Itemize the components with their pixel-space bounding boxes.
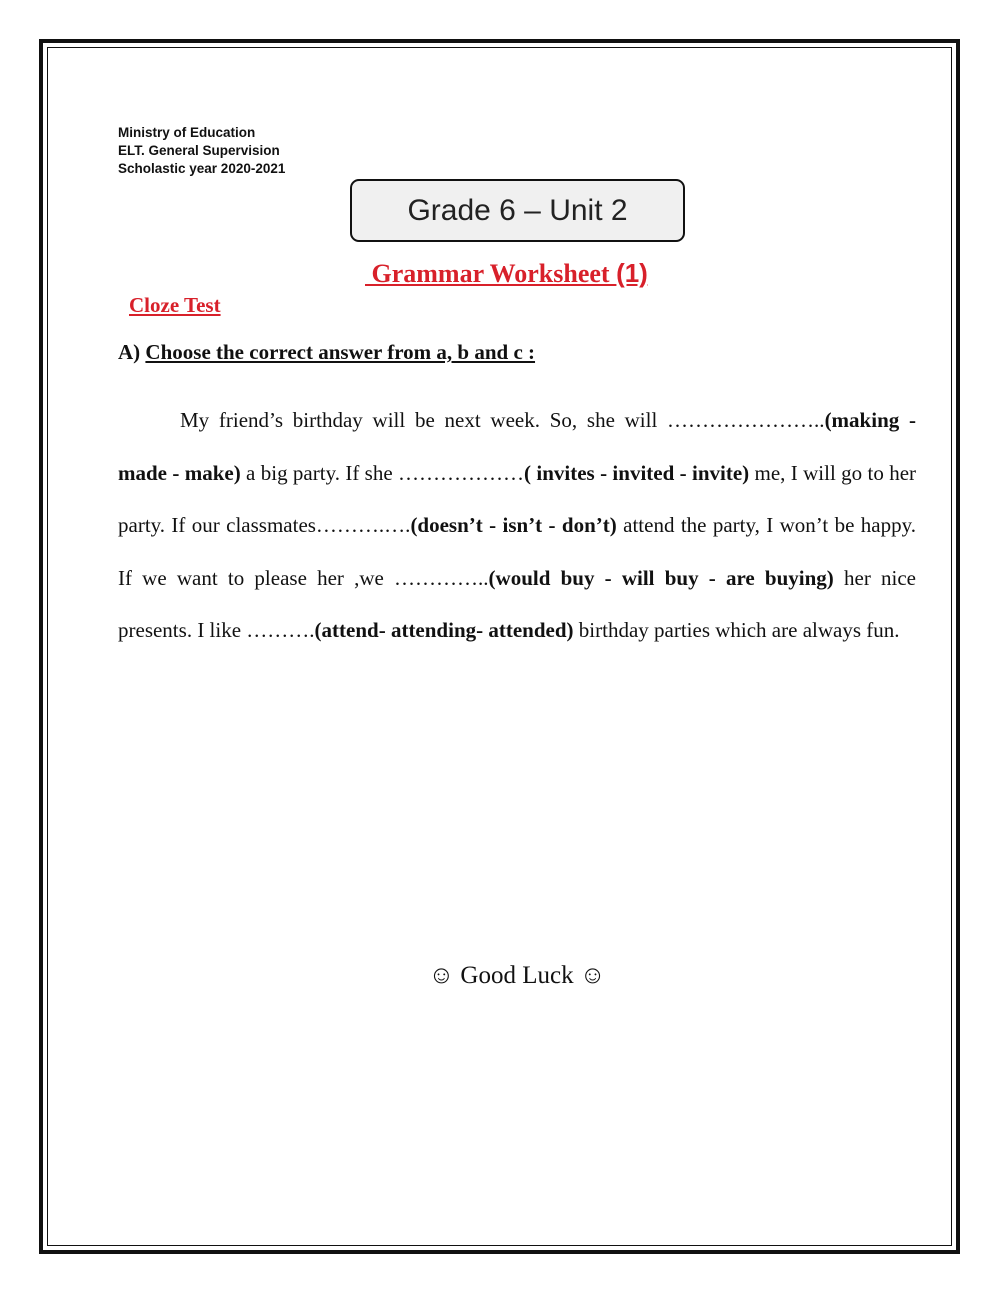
answer-options: (would buy - will buy - are buying) <box>488 565 834 590</box>
instruction-text: Choose the correct answer from a, b and c : <box>145 340 536 364</box>
answer-options: ( invites - invited - invite) <box>524 460 750 485</box>
answer-options: (doesn’t - isn’t - don’t) <box>410 513 617 537</box>
grade-unit-box <box>350 179 685 242</box>
passage-text: My friend’s birthday will be next week. So, she will ………………….. <box>180 408 825 432</box>
passage-text: me, I will go to her party. If our classmates……….…. <box>118 460 917 537</box>
instruction <box>118 340 535 365</box>
grade-unit-label: Grade 6 – Unit 2 <box>407 193 628 227</box>
header-block <box>118 124 285 178</box>
passage-text: attend the party, I won’t be happy. If we want to please her ,we ………….. <box>118 513 917 590</box>
passage-text: birthday parties which are always fun. <box>573 618 900 642</box>
passage-text: a big party. If she ……………… <box>240 460 525 485</box>
header-supervision: ELT. General Supervision <box>118 143 280 158</box>
instruction-prefix: A) <box>118 340 146 364</box>
worksheet-number: (1) <box>616 258 648 288</box>
answer-options: (making - made - make) <box>118 408 916 485</box>
good-luck-closing: ☺ Good Luck ☺ <box>428 962 606 989</box>
answer-options: (attend- attending- attended) <box>314 618 574 642</box>
section-label: Cloze Test <box>129 293 221 317</box>
passage-text: her nice presents. I like ………. <box>118 565 916 642</box>
header-ministry: Ministry of Education <box>118 125 256 140</box>
cloze-passage <box>118 394 916 657</box>
header-scholastic-year: Scholastic year 2020-2021 <box>118 161 286 176</box>
worksheet-title <box>365 258 648 289</box>
worksheet-title-text: Grammar Worksheet <box>365 259 617 288</box>
